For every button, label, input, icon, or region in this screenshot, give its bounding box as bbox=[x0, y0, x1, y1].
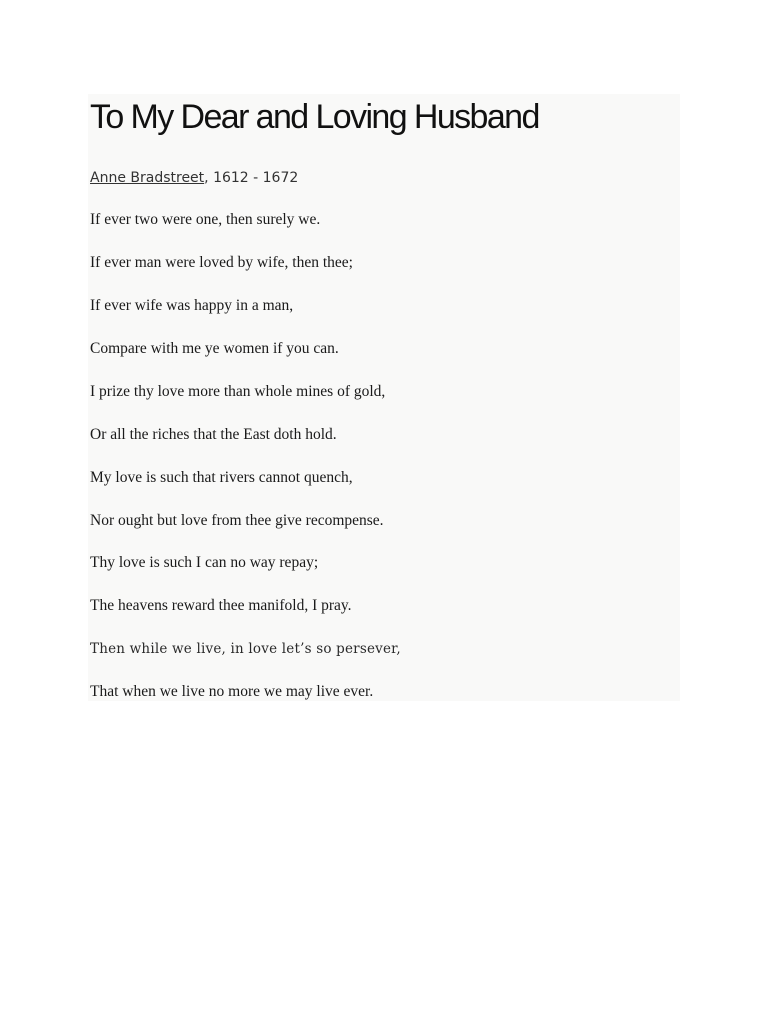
author-link[interactable]: Anne Bradstreet bbox=[90, 170, 205, 186]
poem-line: Or all the riches that the East doth hold. bbox=[90, 426, 337, 443]
author-dates: , 1612 - 1672 bbox=[204, 170, 299, 186]
poem-line: Compare with me ye women if you can. bbox=[90, 340, 339, 357]
poem-line: If ever man were loved by wife, then thee; bbox=[90, 254, 353, 271]
poem-line: Then while we live, in love let’s so persever, bbox=[90, 641, 401, 657]
poem-line: Nor ought but love from thee give recompense. bbox=[90, 512, 384, 529]
poem-line: The heavens reward thee manifold, I pray. bbox=[90, 597, 352, 614]
poem-line: Thy love is such I can no way repay; bbox=[90, 554, 319, 571]
poem-block bbox=[88, 94, 680, 701]
byline bbox=[90, 169, 298, 187]
poem-line: If ever wife was happy in a man, bbox=[90, 297, 294, 314]
poem-line: My love is such that rivers cannot quench, bbox=[90, 469, 353, 486]
poem-line: If ever two were one, then surely we. bbox=[90, 211, 321, 228]
poem-line: I prize thy love more than whole mines of gold, bbox=[90, 383, 386, 400]
poem-title: To My Dear and Loving Husband bbox=[90, 98, 539, 136]
poem-line: That when we live no more we may live ever. bbox=[90, 683, 374, 700]
